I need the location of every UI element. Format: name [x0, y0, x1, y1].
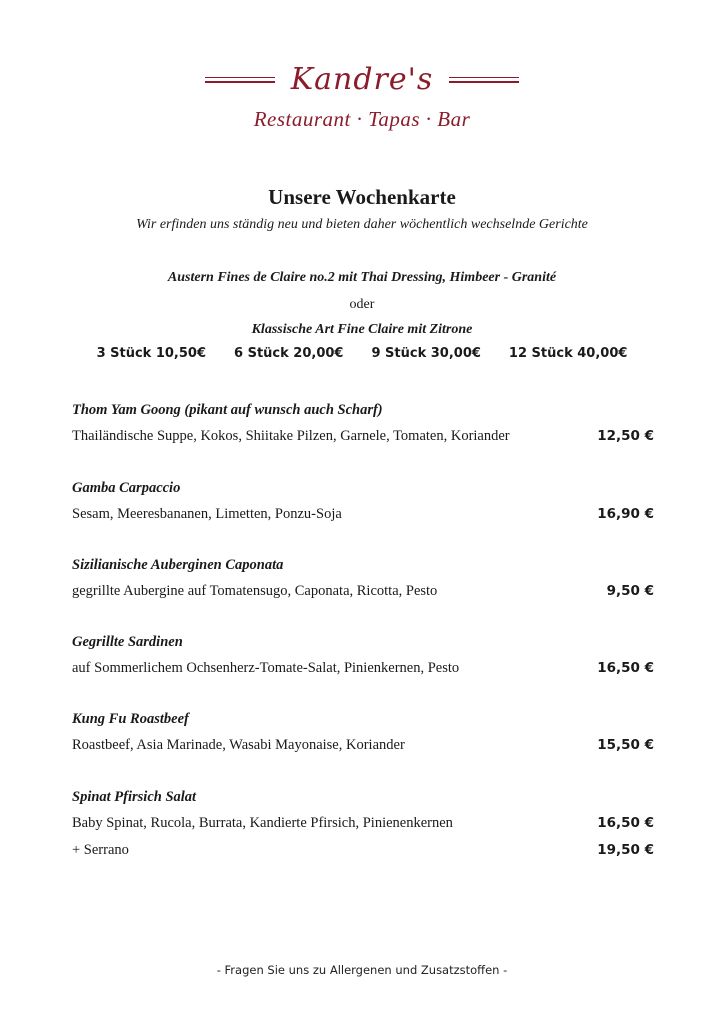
dish-price: 9,50 € [606, 583, 654, 599]
logo-left-lines [205, 74, 275, 86]
dish-price: 15,50 € [597, 737, 654, 753]
oyster-price: 6 Stück 20,00€ [234, 346, 344, 361]
dish-thom-yam [72, 402, 654, 455]
dish-sardinen [72, 634, 654, 687]
dish-price: 16,50 € [597, 660, 654, 676]
dish-extra-price: 19,50 € [597, 842, 654, 858]
oyster-prices [0, 346, 724, 361]
dish-gamba-carpaccio [72, 480, 654, 533]
dish-caponata [72, 557, 654, 610]
dish-name: Spinat Pfirsich Salat [72, 789, 197, 805]
page-title: Unsere Wochenkarte [268, 185, 456, 209]
dish-name: Gegrillte Sardinen [72, 634, 183, 650]
oyster-option-2: Klassische Art Fine Claire mit Zitrone [251, 322, 473, 337]
dish-name: Sizilianische Auberginen Caponata [72, 557, 284, 573]
dish-description: Thailändische Suppe, Kokos, Shiitake Pilzen, Garnele, Tomaten, Koriander [72, 428, 510, 444]
dish-name: Thom Yam Goong (pikant auf wunsch auch Scharf) [72, 402, 383, 418]
page-subtitle: Wir erfinden uns ständig neu und bieten daher wöchentlich wechselnde Gerichte [136, 217, 588, 232]
dish-description: gegrillte Aubergine auf Tomatensugo, Caponata, Ricotta, Pesto [72, 583, 438, 599]
oyster-price: 3 Stück 10,50€ [96, 346, 207, 361]
dish-price: 12,50 € [597, 428, 654, 444]
oyster-option-1: Austern Fines de Claire no.2 mit Thai Dressing, Himbeer - Granité [167, 270, 557, 285]
dish-description: Baby Spinat, Rucola, Burrata, Kandierte Pfirsich, Pinienenkernen [72, 815, 453, 831]
dish-spinat-salat [72, 789, 654, 869]
restaurant-logo [0, 62, 724, 132]
dish-name: Gamba Carpaccio [72, 480, 181, 496]
logo-right-lines [449, 74, 519, 86]
dish-price: 16,90 € [597, 506, 654, 522]
dish-description: auf Sommerlichem Ochsenherz-Tomate-Salat, Pinienkernen, Pesto [72, 660, 460, 676]
dish-price: 16,50 € [597, 815, 654, 831]
oyster-price: 9 Stück 30,00€ [371, 346, 481, 361]
logo-tagline: Restaurant · Tapas · Bar [253, 107, 471, 131]
oyster-or: oder [349, 297, 375, 312]
dish-extra-option: + Serrano [72, 842, 129, 858]
logo-name: Kandre's [290, 62, 434, 97]
dish-roastbeef [72, 711, 654, 764]
allergen-note: - Fragen Sie uns zu Allergenen und Zusatzstoffen - [216, 963, 508, 977]
dish-description: Sesam, Meeresbananen, Limetten, Ponzu-Soja [72, 506, 342, 522]
dish-description: Roastbeef, Asia Marinade, Wasabi Mayonaise, Koriander [72, 737, 405, 753]
oyster-price: 12 Stück 40,00€ [508, 346, 628, 361]
dish-name: Kung Fu Roastbeef [72, 711, 189, 727]
